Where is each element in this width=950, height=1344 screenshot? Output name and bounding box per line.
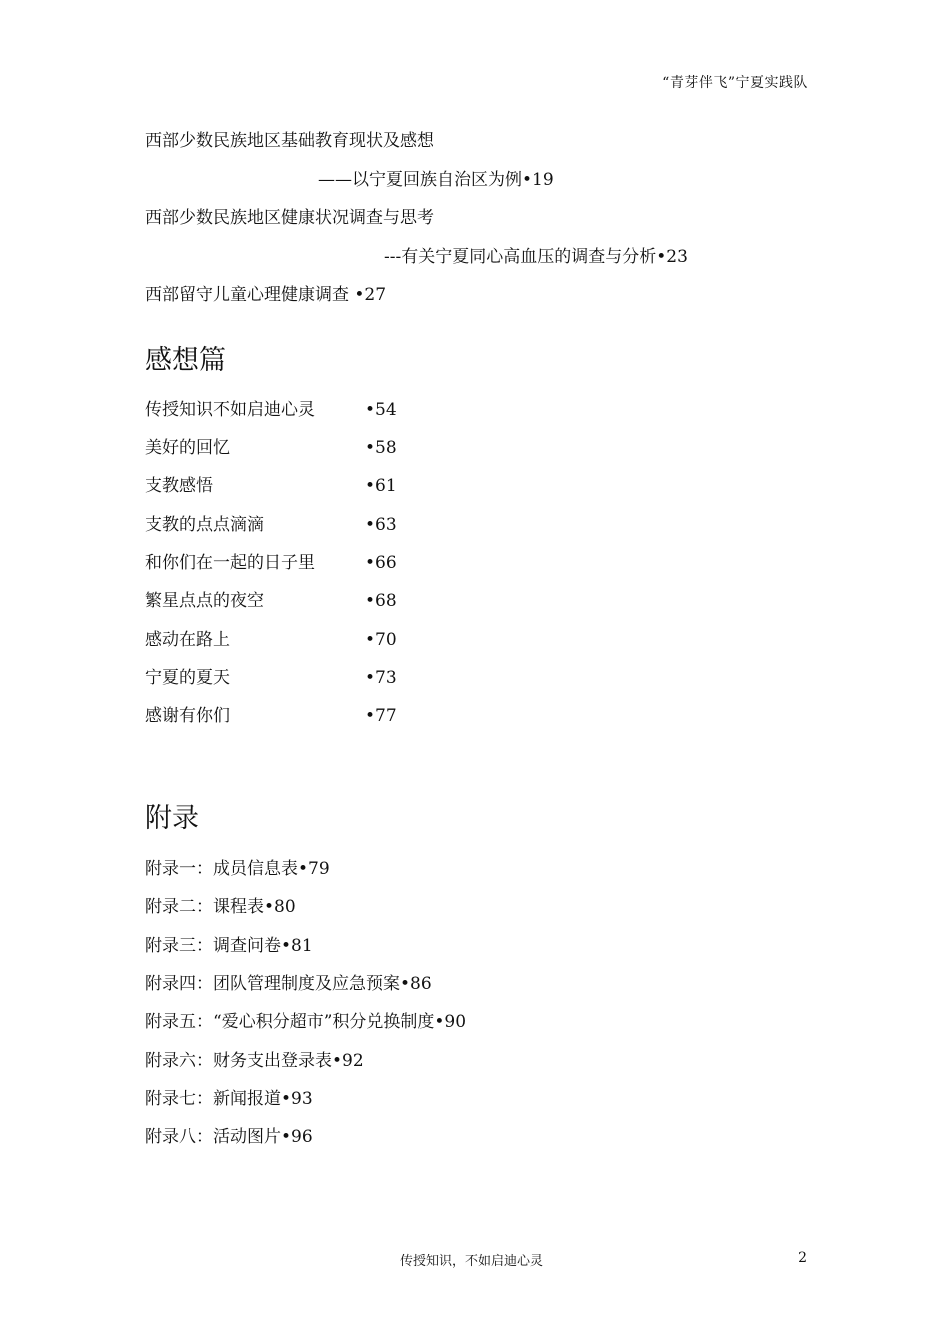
toc-row-title: 和你们在一起的日子里: [145, 553, 315, 573]
toc-row: [145, 433, 397, 458]
toc-row-page: •63: [365, 515, 397, 535]
toc-row-page: •73: [365, 668, 397, 688]
section-title-reflections: 感想篇: [145, 345, 226, 376]
toc-row-title: 宁夏的夏天: [145, 668, 230, 688]
running-footer: 传授知识，不如启迪心灵: [400, 1254, 544, 1269]
toc-row: [145, 586, 397, 611]
toc-row-title: 支教的点点滴滴: [145, 515, 264, 535]
appendix-item: 附录七：新闻报道•93: [145, 1089, 313, 1109]
toc-row: [145, 701, 397, 726]
appendix-item: 附录八：活动图片•96: [145, 1127, 313, 1147]
toc-row: [145, 548, 397, 573]
appendix-item: 附录四：团队管理制度及应急预案•86: [145, 974, 432, 994]
toc-row-page: •61: [365, 476, 397, 496]
toc-row-page: •70: [365, 630, 397, 650]
appendix-item: 附录一：成员信息表•79: [145, 859, 330, 879]
toc-row-page: •68: [365, 591, 397, 611]
toc-entry-education: 西部少数民族地区基础教育现状及感想: [145, 131, 434, 151]
appendix-item: 附录二：课程表•80: [145, 897, 296, 917]
toc-row-title: 支教感悟: [145, 476, 213, 496]
appendix-item: 附录五：“爱心积分超市”积分兑换制度•90: [145, 1012, 467, 1032]
toc-row-page: •58: [365, 438, 397, 458]
toc-entry-health: 西部少数民族地区健康状况调查与思考: [145, 208, 434, 228]
toc-row-title: 美好的回忆: [145, 438, 230, 458]
toc-row-title: 感谢有你们: [145, 706, 230, 726]
toc-row: [145, 395, 397, 420]
toc-row-title: 感动在路上: [145, 630, 230, 650]
toc-row: [145, 510, 397, 535]
toc-entry-education-subtitle: ——以宁夏回族自治区为例•19: [318, 170, 554, 190]
appendix-item: 附录六：财务支出登录表•92: [145, 1051, 364, 1071]
running-header: “青芽伴飞”宁夏实践队: [662, 75, 808, 91]
toc-row-title: 繁星点点的夜空: [145, 591, 264, 611]
toc-row-title: 传授知识不如启迪心灵: [145, 400, 315, 420]
toc-row-page: •54: [365, 400, 397, 420]
toc-row: [145, 471, 397, 496]
section-title-appendix: 附录: [145, 803, 199, 834]
toc-row: [145, 625, 397, 650]
toc-entry-health-subtitle: ---有关宁夏同心高血压的调查与分析•23: [384, 247, 688, 267]
toc-row-page: •77: [365, 706, 397, 726]
appendix-item: 附录三：调查问卷•81: [145, 936, 313, 956]
toc-entry-children: 西部留守儿童心理健康调查 •27: [145, 285, 387, 305]
toc-row: [145, 663, 397, 688]
page-number: 2: [798, 1250, 807, 1266]
toc-row-page: •66: [365, 553, 397, 573]
